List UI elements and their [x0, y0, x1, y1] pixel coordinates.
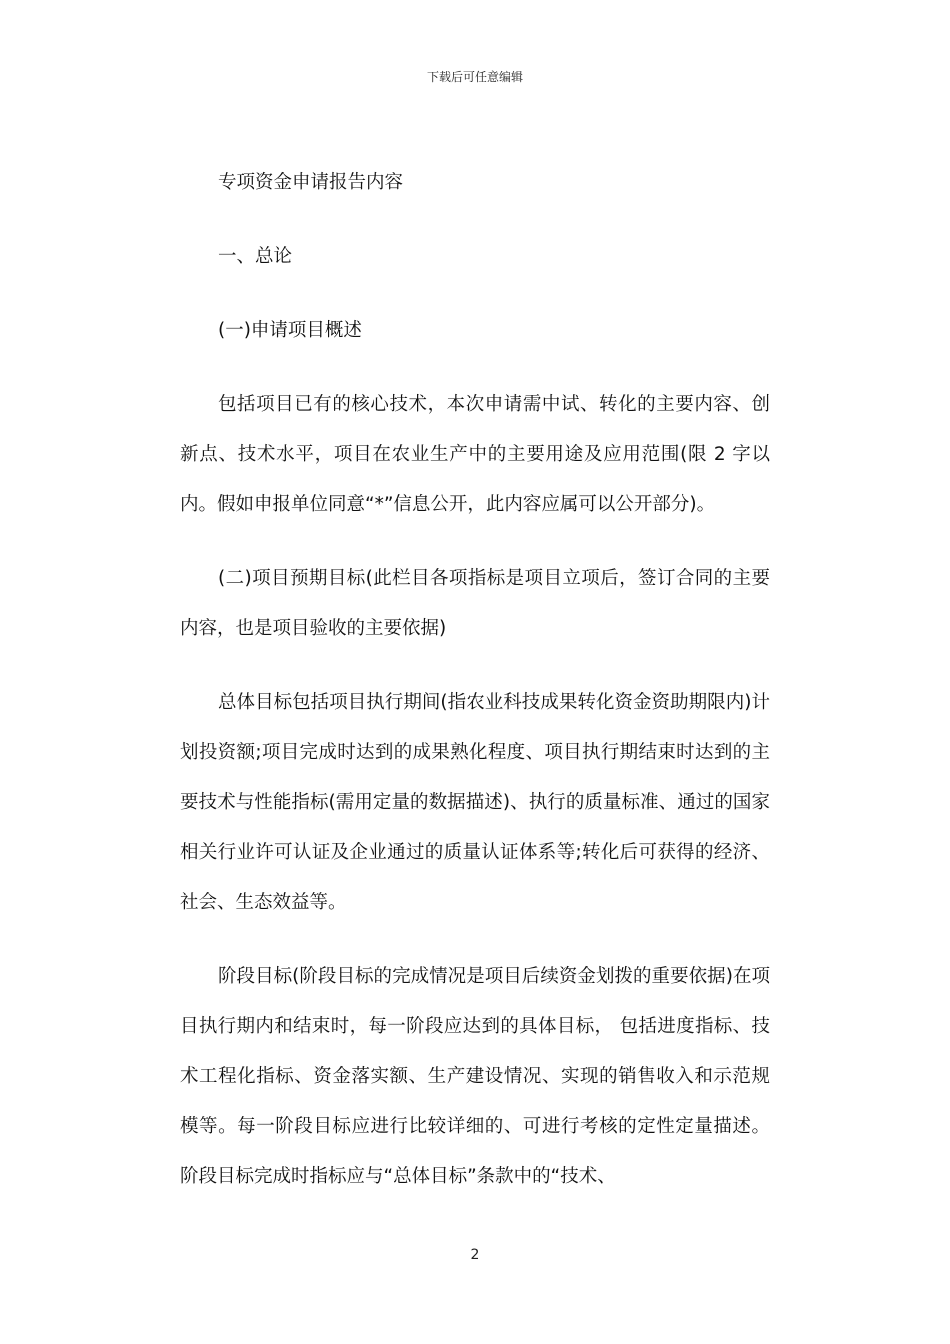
paragraph-stage-target: 阶段目标(阶段目标的完成情况是项目后续资金划拨的重要依据)在项目执行期内和结束时，每一阶段应达到的具体目标， 包括进度指标、技术工程化指标、资金落实额、生产建设情况、实现的销售收入和示范规模等。每一阶段目标应进行比较详细的、可进行考核的定性定量描述。阶段目标完成时指标应与“总体目标”条款中的“技术、 — [180, 966, 770, 1187]
subsection-heading: (一)申请项目概述 — [218, 320, 362, 341]
document-body — [180, 158, 770, 1226]
document-title: 专项资金申请报告内容 — [218, 172, 404, 193]
header-note: 下载后可任意编辑 — [426, 70, 523, 84]
paragraph-overall-target: 总体目标包括项目执行期间(指农业科技成果转化资金资助期限内)计划投资额;项目完成时达到的成果熟化程度、项目执行期结束时达到的主要技术与性能指标(需用定量的数据描述)、执行的质量标准、通过的国家相关行业许可认证及企业通过的质量认证体系等;转化后可获得的经济、社会、生态效益等。 — [180, 692, 770, 913]
paragraph-expected-goals: (二)项目预期目标(此栏目各项指标是项目立项后，签订合同的主要内容，也是项目验收的主要依据) — [180, 568, 770, 639]
paragraph-overview: 包括项目已有的核心技术，本次申请需中试、转化的主要内容、创新点、技术水平，项目在农业生产中的主要用途及应用范围(限 2 字以内。假如申报单位同意“*”信息公开，此内容应属可以公开部分)。 — [180, 394, 770, 515]
page-number: 2 — [470, 1247, 480, 1263]
section-heading: 一、总论 — [218, 246, 293, 267]
